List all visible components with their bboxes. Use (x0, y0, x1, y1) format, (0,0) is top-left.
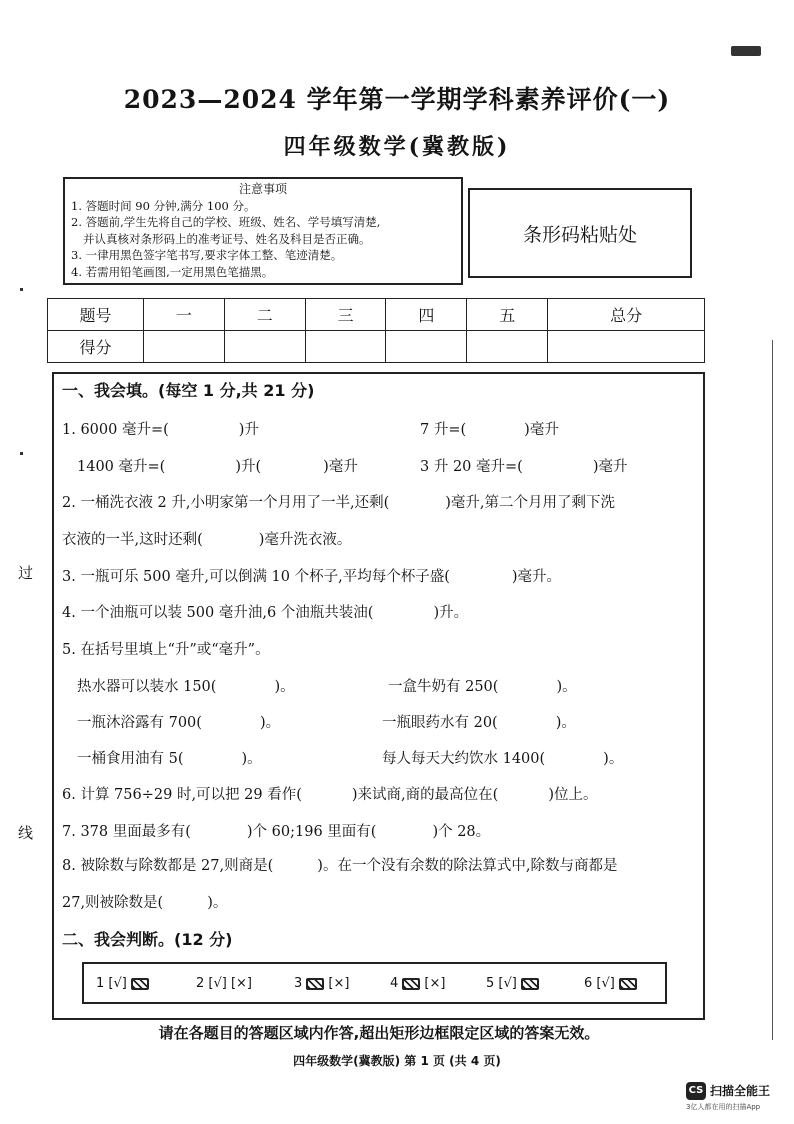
barcode-area: 条形码粘贴处 (468, 188, 692, 278)
score-header-cell: 一 (144, 299, 225, 331)
question-5a: 热水器可以装水 150( )。 (77, 679, 295, 695)
section-1-title: 一、我会填。(每空 1 分,共 21 分) (62, 381, 315, 400)
binding-char-guo: 过 (18, 564, 34, 582)
question-5f: 每人每天大约饮水 1400( )。 (382, 751, 624, 767)
question-5: 5. 在括号里填上“升”或“毫升”。 (62, 642, 270, 658)
question-1a: 1. 6000 毫升=( )升 (62, 422, 259, 438)
judgement-item-1: 1 [√] (96, 976, 149, 991)
judgement-answer-box (82, 962, 667, 1004)
question-2-line2: 衣液的一半,这时还剩( )毫升洗衣液。 (62, 532, 352, 548)
score-value-row (48, 331, 705, 363)
score-header-cell: 二 (224, 299, 305, 331)
binding-dot (20, 288, 23, 291)
question-8-line2: 27,则被除数是( )。 (62, 895, 228, 911)
notice-item: 1. 答题时间 90 分钟,满分 100 分。 (71, 198, 256, 213)
score-table (47, 298, 705, 363)
score-header-row (48, 299, 705, 331)
notice-box (63, 177, 463, 285)
page-footer: 四年级数学(冀教版) 第 1 页 (共 4 页) (293, 1054, 501, 1068)
corner-mark (731, 46, 761, 56)
page-subtitle: 四年级数学(冀教版) (283, 134, 511, 160)
question-4: 4. 一个油瓶可以装 500 毫升油,6 个油瓶共装油( )升。 (62, 605, 469, 621)
score-cell (224, 331, 305, 363)
footer-note: 请在各题目的答题区域内作答,超出矩形边框限定区域的答案无效。 (54, 1018, 704, 1044)
score-row-label: 得分 (48, 331, 144, 363)
judgement-item-6: 6 [√] (584, 976, 637, 991)
score-header-cell: 四 (386, 299, 467, 331)
question-6: 6. 计算 756÷29 时,可以把 29 看作( )来试商,商的最高位在( )位上。 (62, 787, 598, 803)
score-cell (467, 331, 548, 363)
scribble-mark (619, 978, 637, 990)
binding-dot (20, 452, 23, 455)
score-cell (548, 331, 705, 363)
notice-item: 并认真核对条形码上的准考证号、姓名及科目是否正确。 (83, 231, 371, 246)
page-title: 2023—2024 学年第一学期学科素养评价(一) (123, 85, 671, 114)
question-5b: 一盒牛奶有 250( )。 (388, 679, 577, 695)
score-header-cell: 题号 (48, 299, 144, 331)
question-1c: 1400 毫升=( )升( )毫升 (77, 459, 358, 475)
watermark-name: 扫描全能王 (710, 1084, 771, 1098)
cs-logo-icon: CS (686, 1082, 706, 1100)
score-cell (386, 331, 467, 363)
scribble-mark (131, 978, 149, 990)
notice-item: 4. 若需用铅笔画图,一定用黑色笔描黑。 (71, 264, 274, 279)
watermark-subtitle: 3亿人都在用的扫描App (686, 1103, 761, 1111)
judgement-item-4: 4 [×] (390, 976, 446, 991)
scribble-mark (402, 978, 420, 990)
question-3: 3. 一瓶可乐 500 毫升,可以倒满 10 个杯子,平均每个杯子盛( )毫升。 (62, 569, 562, 585)
score-header-cell: 总分 (548, 299, 705, 331)
judgement-item-3: 3 [×] (294, 976, 350, 991)
section-2-title: 二、我会判断。(12 分) (62, 930, 233, 949)
score-header-cell: 五 (467, 299, 548, 331)
judgement-item-2: 2 [√] [×] (196, 976, 252, 991)
binding-char-xian: 线 (18, 824, 34, 842)
scanner-watermark (686, 1080, 790, 1116)
question-5e: 一桶食用油有 5( )。 (77, 751, 262, 767)
question-1d: 3 升 20 毫升=( )毫升 (420, 459, 628, 475)
notice-title: 注意事项 (238, 182, 287, 196)
score-header-cell: 三 (305, 299, 386, 331)
score-cell (144, 331, 225, 363)
notice-item: 3. 一律用黑色签字笔书写,要求字体工整、笔迹清楚。 (71, 248, 343, 262)
question-2-line1: 2. 一桶洗衣液 2 升,小明家第一个月用了一半,还剩( )毫升,第二个月用了剩下洗 (62, 495, 616, 511)
right-edge-line (772, 340, 773, 1040)
notice-item: 2. 答题前,学生先将自己的学校、班级、姓名、学号填写清楚, (71, 215, 381, 229)
scribble-mark (521, 978, 539, 990)
question-5d: 一瓶眼药水有 20( )。 (382, 715, 576, 731)
judgement-item-5: 5 [√] (486, 976, 539, 991)
question-1b: 7 升=( )毫升 (420, 422, 559, 438)
scribble-mark (306, 978, 324, 990)
question-7: 7. 378 里面最多有( )个 60;196 里面有( )个 28。 (62, 824, 491, 840)
score-cell (305, 331, 386, 363)
question-8-line1: 8. 被除数与除数都是 27,则商是( )。在一个没有余数的除法算式中,除数与商都是 (62, 858, 618, 874)
question-5c: 一瓶沐浴露有 700( )。 (77, 715, 281, 731)
